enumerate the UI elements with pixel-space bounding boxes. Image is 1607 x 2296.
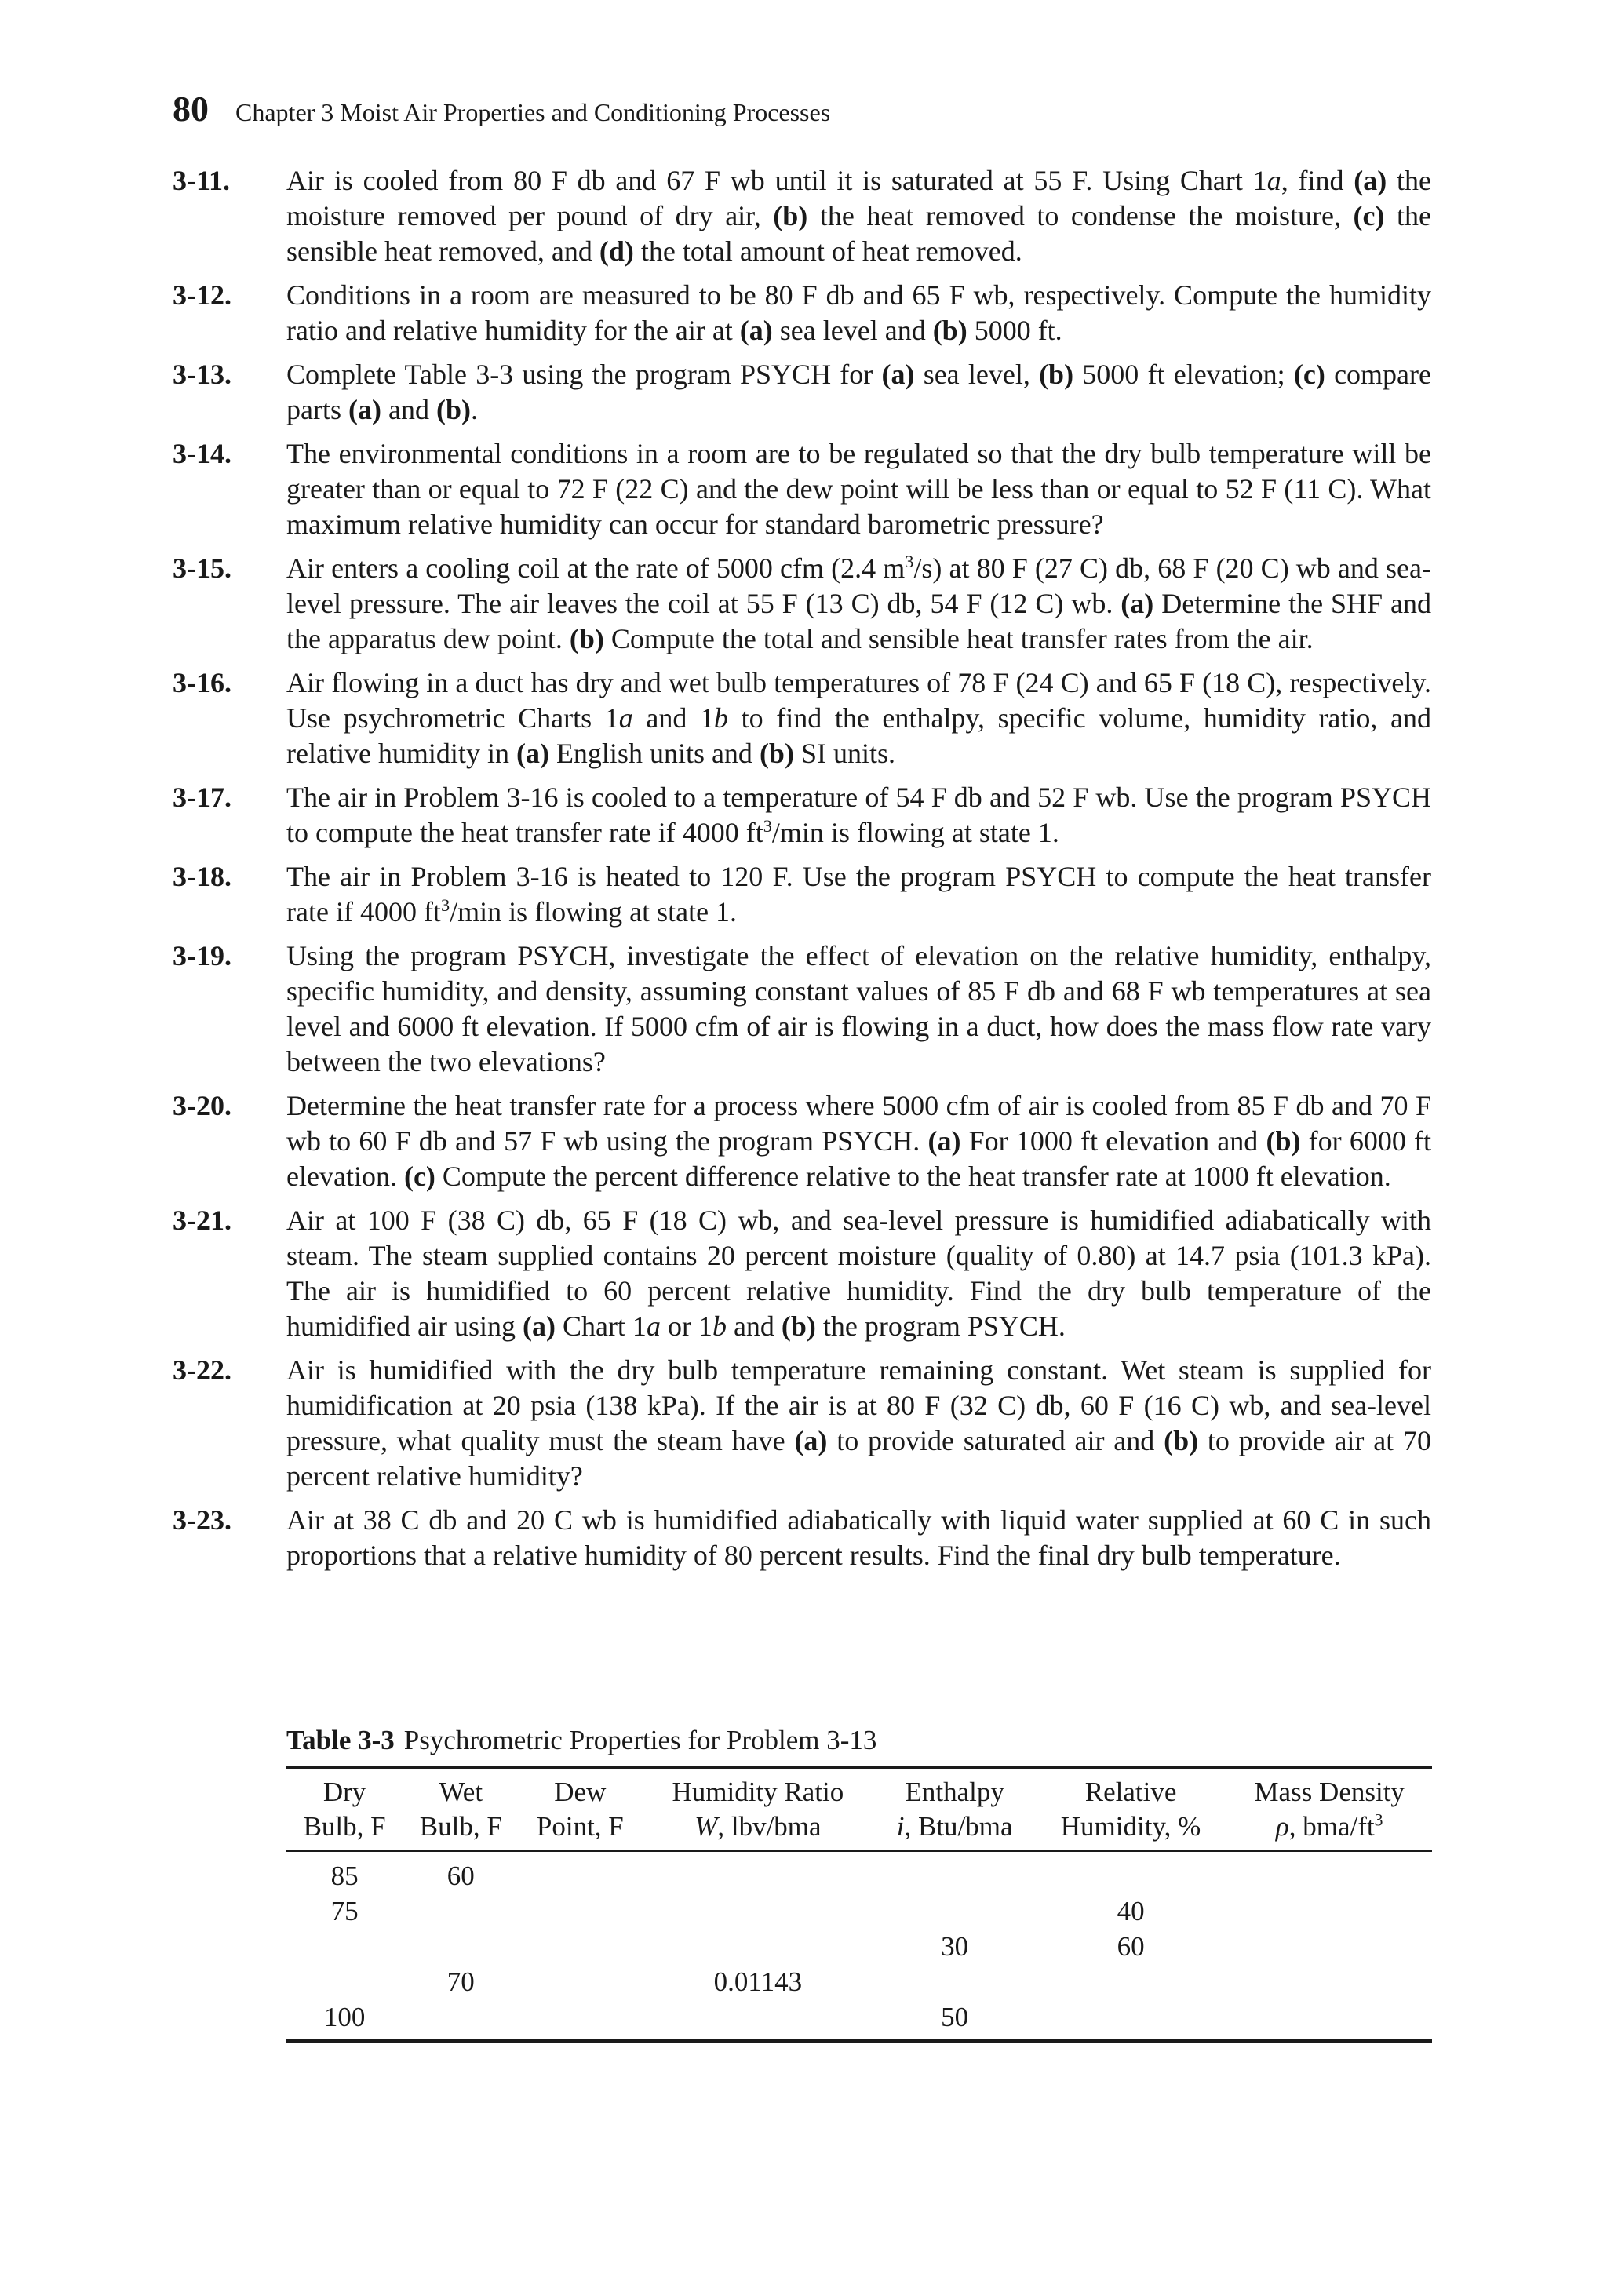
table-cell bbox=[1226, 1893, 1432, 1929]
column-header-line1: Humidity Ratio bbox=[641, 1767, 874, 1809]
table-cell bbox=[1035, 1999, 1227, 2041]
column-header-line2: Humidity, % bbox=[1035, 1809, 1227, 1851]
table-caption-label: Table 3-3 bbox=[286, 1725, 395, 1755]
problem-item bbox=[173, 665, 1431, 771]
table-cell bbox=[519, 1964, 641, 1999]
column-header-line1: Dry bbox=[286, 1767, 403, 1809]
problem-item bbox=[173, 1353, 1431, 1494]
table-cell bbox=[403, 1999, 519, 2041]
column-header-line1: Enthalpy bbox=[875, 1767, 1035, 1809]
problem-item bbox=[173, 780, 1431, 851]
column-header-line2: Point, F bbox=[519, 1809, 641, 1851]
column-header-line1: Dew bbox=[519, 1767, 641, 1809]
problem-item bbox=[173, 859, 1431, 930]
problem-item bbox=[173, 551, 1431, 657]
page-number: 80 bbox=[173, 89, 209, 129]
table-cell: 70 bbox=[446, 1966, 475, 1997]
table-cell bbox=[519, 1929, 641, 1964]
table-cell bbox=[641, 1929, 874, 1964]
table-cell bbox=[641, 1999, 874, 2041]
problem-number: 3-20. bbox=[173, 1090, 231, 1121]
problem-text: The air in Problem 3-16 is heated to 120 F. Use the program PSYCH to compute the heat transfer rate if 4000 $ft^3/\min$ is flowing at state 1. bbox=[286, 861, 1431, 928]
table-cell bbox=[1226, 1999, 1432, 2041]
table-cell: 75 bbox=[330, 1896, 359, 1926]
column-header-line1: Relative bbox=[1035, 1767, 1227, 1809]
column-header-line2: Bulb, F bbox=[286, 1809, 403, 1851]
column-header-line1: Wet bbox=[403, 1767, 519, 1809]
problem-item bbox=[173, 357, 1431, 428]
table-header-row-1 bbox=[286, 1767, 1432, 1809]
table-row bbox=[286, 1851, 1432, 1893]
table-cell: 60 bbox=[1117, 1931, 1145, 1962]
table-cell bbox=[519, 1999, 641, 2041]
problem-item bbox=[173, 436, 1431, 542]
table-cell bbox=[1226, 1851, 1432, 1893]
column-header-line1: Mass Density bbox=[1226, 1767, 1432, 1809]
problem-item bbox=[173, 1503, 1431, 1573]
problem-text: Complete Table 3-3 using the program PSYCH for (a) sea level, (b) 5000 ft elevation; (c) compare parts (a) and (b). bbox=[286, 359, 1431, 425]
problem-text: Air flowing in a duct has dry and wet bulb temperatures of 78 F (24 C) and 65 F (18 C), respectively. Use psychrometric Charts 1a and 1b to find the enthalpy, specific volume, humidity ratio, and relative humidity in (a) English units and (b) SI units. bbox=[286, 667, 1432, 769]
table-cell: 50 bbox=[875, 1999, 1035, 2041]
problem-item bbox=[173, 1203, 1431, 1344]
problem-number: 3-23. bbox=[173, 1504, 231, 1536]
table-cell bbox=[875, 1893, 1035, 1929]
table-cell bbox=[403, 1893, 519, 1929]
table-body bbox=[286, 1851, 1432, 2041]
problem-number: 3-13. bbox=[173, 359, 231, 390]
column-header-line2: ρ, bma/$ft^3$ bbox=[1226, 1809, 1432, 1851]
table-cell bbox=[875, 1851, 1035, 1893]
table-cell: 0.01143 bbox=[713, 1966, 803, 1997]
table-cell: 40 bbox=[1117, 1896, 1145, 1926]
problem-text: Air at 100 F (38 C) db, 65 F (18 C) wb, and sea-level pressure is humidified adiabatically with steam. The steam supplied contains 20 percent moisture (quality of 0.80) at 14.7 psia (101.3 kPa). The air is humidified to 60 percent relative humidity. Find the dry bulb temperature of the humidified air using (a) Chart 1a or 1b and (b) the program PSYCH. bbox=[286, 1204, 1431, 1342]
problem-number: 3-11. bbox=[173, 165, 231, 196]
table-cell bbox=[641, 1851, 874, 1893]
problem-item bbox=[173, 1088, 1431, 1194]
table-cell bbox=[641, 1893, 874, 1929]
problem-number: 3-16. bbox=[173, 667, 231, 698]
problem-item bbox=[173, 163, 1431, 269]
table-cell: 60 bbox=[446, 1860, 475, 1891]
psychrometric-table bbox=[286, 1766, 1432, 2043]
table-cell bbox=[875, 1964, 1035, 1999]
problem-number: 3-19. bbox=[173, 940, 231, 971]
problem-text: Conditions in a room are measured to be 80 F db and 65 F wb, respectively. Compute the humidity ratio and relative humidity for the air at (a) sea level and (b) 5000 ft. bbox=[286, 279, 1431, 346]
problem-item bbox=[173, 278, 1431, 348]
table-cell: 30 bbox=[941, 1931, 969, 1962]
column-header-line2: i, Btu/bma bbox=[875, 1809, 1035, 1851]
running-head: Chapter 3 Moist Air Properties and Conditioning Processes bbox=[235, 98, 831, 126]
page-header bbox=[173, 88, 830, 129]
table-row bbox=[286, 1893, 1432, 1929]
table-cell bbox=[519, 1851, 641, 1893]
problem-text: The air in Problem 3-16 is cooled to a temperature of 54 F db and 52 F wb. Use the program PSYCH to compute the heat transfer rate if 4000 $ft^3/\min$ is flowing at state 1. bbox=[286, 782, 1431, 848]
column-header-line2: Bulb, F bbox=[403, 1809, 519, 1851]
problem-text: Determine the heat transfer rate for a process where 5000 cfm of air is cooled from 85 F db and 70 F wb to 60 F db and 57 F wb using the program PSYCH. (a) For 1000 ft elevation and (b) for 6000 ft elevation. (c) Compute the percent difference relative to the heat transfer rate at 1000 ft elevation. bbox=[286, 1090, 1432, 1192]
problem-text: Air at 38 C db and 20 C wb is humidified adiabatically with liquid water supplied at 60 C in such proportions that a relative humidity of 80 percent results. Find the final dry bulb temperature. bbox=[286, 1504, 1431, 1571]
problem-number: 3-21. bbox=[173, 1204, 231, 1236]
table-row bbox=[286, 1999, 1432, 2041]
table-cell bbox=[403, 1929, 519, 1964]
table-caption bbox=[286, 1723, 1432, 1758]
table-cell bbox=[519, 1893, 641, 1929]
problem-number: 3-17. bbox=[173, 782, 231, 813]
table-cell bbox=[1226, 1929, 1432, 1964]
table-row bbox=[286, 1964, 1432, 1999]
table-cell: 85 bbox=[330, 1860, 359, 1891]
problem-number: 3-15. bbox=[173, 552, 231, 584]
table-cell bbox=[286, 1929, 403, 1964]
problem-text: The environmental conditions in a room are to be regulated so that the dry bulb temperature will be greater than or equal to 72 F (22 C) and the dew point will be less than or equal to 52 F (11 C). What maximum relative humidity can occur for standard barometric pressure? bbox=[286, 438, 1431, 540]
problem-number: 3-22. bbox=[173, 1354, 231, 1386]
table-row bbox=[286, 1929, 1432, 1964]
problem-text: Air enters a cooling coil at the rate of 5000 cfm (2.4 $m^3/s$) at 80 F (27 C) db, 68 F (20 C) wb and sea-level pressure. The air leaves the coil at 55 F (13 C) db, 54 F (12 C) wb. (a) Determine the SHF and the apparatus dew point. (b) Compute the total and sensible heat transfer rates from the air. bbox=[286, 552, 1431, 654]
problem-number: 3-14. bbox=[173, 438, 231, 469]
column-header-line2: W, lbv/bma bbox=[641, 1809, 874, 1851]
problem-number: 3-12. bbox=[173, 279, 231, 311]
table-cell bbox=[286, 1964, 403, 1999]
problem-list bbox=[173, 163, 1431, 1582]
table-header-row-2 bbox=[286, 1809, 1432, 1851]
table-cell bbox=[1035, 1851, 1227, 1893]
table-caption-text: Psychrometric Properties for Problem 3-13 bbox=[403, 1725, 877, 1755]
problem-text: Air is cooled from 80 F db and 67 F wb until it is saturated at 55 F. Using Chart 1a, find (a) the moisture removed per pound of dry air, (b) the heat removed to condense the moisture, (c) the sensible heat removed, and (d) the total amount of heat removed. bbox=[286, 165, 1432, 267]
problem-text: Air is humidified with the dry bulb temperature remaining constant. Wet steam is supplied for humidification at 20 psia (138 kPa). If the air is at 80 F (32 C) db, 60 F (16 C) wb, and sea-level pressure, what quality must the steam have (a) to provide saturated air and (b) to provide air at 70 percent relative humidity? bbox=[286, 1354, 1431, 1492]
table-cell bbox=[1035, 1964, 1227, 1999]
table-cell bbox=[1226, 1964, 1432, 1999]
problem-text: Using the program PSYCH, investigate the effect of elevation on the relative humidity, enthalpy, specific humidity, and density, assuming constant values of 85 F db and 68 F wb temperatures at sea level and 6000 ft elevation. If 5000 cfm of air is flowing in a duct, how does the mass flow rate vary between the two elevations? bbox=[286, 940, 1431, 1077]
table-3-3 bbox=[286, 1723, 1432, 2043]
problem-number: 3-18. bbox=[173, 861, 231, 892]
table-cell: 100 bbox=[286, 1999, 403, 2041]
problem-item bbox=[173, 938, 1431, 1080]
